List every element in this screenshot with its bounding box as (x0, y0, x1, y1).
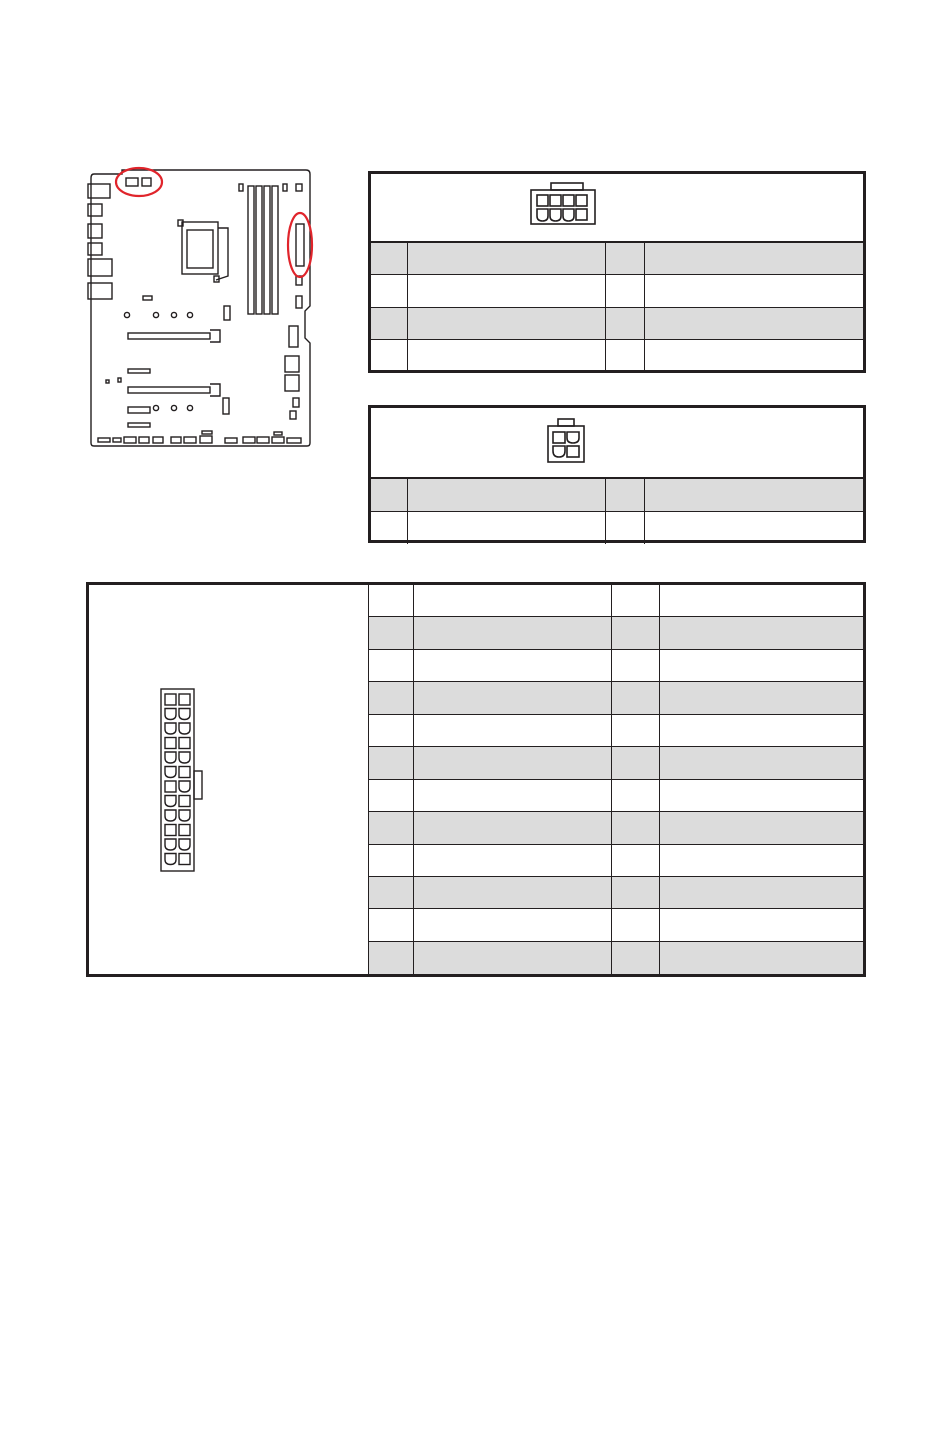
cpu-8pin-pinout-table (368, 171, 866, 373)
signal-name-cell (413, 650, 611, 681)
pin-number-cell (605, 340, 644, 372)
pin-number-cell (371, 512, 407, 545)
pin-row (369, 715, 863, 747)
pin-row (371, 275, 863, 307)
pin-number-cell (371, 308, 407, 339)
pin-number-cell (369, 780, 413, 811)
io-block-4 (88, 243, 102, 255)
signal-name-cell (413, 942, 611, 974)
pin-number-cell (371, 340, 407, 372)
pin-number-cell (369, 812, 413, 843)
pin-number-cell (611, 780, 659, 811)
signal-name-cell (407, 243, 605, 274)
pin-row (369, 812, 863, 844)
signal-name-cell (407, 479, 605, 511)
signal-name-cell (659, 715, 864, 746)
pin-number-cell (369, 747, 413, 778)
dimm-slot-3 (264, 186, 270, 314)
board-outline (91, 170, 310, 446)
io-block-3 (88, 224, 102, 238)
signal-name-cell (413, 812, 611, 843)
pin-number-cell (611, 909, 659, 940)
connector-pane (89, 585, 369, 974)
pin-number-cell (611, 812, 659, 843)
signal-name-cell (659, 617, 864, 648)
pin-row (369, 747, 863, 779)
pin-row (371, 512, 863, 545)
pin-number-cell (369, 942, 413, 974)
pin-number-cell (369, 877, 413, 908)
pin-row (371, 243, 863, 275)
signal-name-cell (413, 682, 611, 713)
motherboard-diagram (86, 158, 314, 450)
pin-number-cell (369, 845, 413, 876)
pin-number-cell (369, 909, 413, 940)
pin-number-cell (371, 275, 407, 306)
signal-name-cell (407, 340, 605, 372)
connector-header (371, 174, 863, 243)
pin-number-cell (369, 585, 413, 616)
signal-name-cell (413, 780, 611, 811)
pin-number-cell (611, 877, 659, 908)
signal-name-cell (659, 845, 864, 876)
pin-number-cell (369, 617, 413, 648)
signal-name-cell (413, 585, 611, 616)
signal-name-cell (407, 275, 605, 306)
pin-number-cell (611, 942, 659, 974)
pin-number-cell (611, 845, 659, 876)
atx-24pin-header (296, 224, 304, 266)
signal-name-cell (644, 512, 863, 545)
signal-name-cell (413, 617, 611, 648)
pin-row (369, 780, 863, 812)
pin-row (369, 650, 863, 682)
signal-name-cell (644, 308, 863, 339)
pin-number-cell (611, 585, 659, 616)
pin-number-cell (605, 479, 644, 511)
signal-name-cell (413, 909, 611, 940)
pin-number-cell (371, 243, 407, 274)
pcie-slot-1 (128, 333, 210, 339)
io-block-2 (88, 204, 102, 216)
signal-name-cell (659, 812, 864, 843)
pin-number-cell (611, 617, 659, 648)
signal-name-cell (413, 845, 611, 876)
4-pin-connector-icon (544, 416, 588, 466)
pin-row (369, 942, 863, 974)
pin-number-cell (369, 650, 413, 681)
signal-name-cell (644, 340, 863, 372)
dimm-slot-4 (272, 186, 278, 314)
pin-number-cell (605, 308, 644, 339)
signal-name-cell (413, 747, 611, 778)
pin-number-cell (611, 650, 659, 681)
signal-name-cell (407, 308, 605, 339)
signal-name-cell (413, 877, 611, 908)
pin-row (369, 617, 863, 649)
signal-name-cell (659, 650, 864, 681)
cpu-power-highlight (116, 168, 162, 196)
signal-name-cell (659, 877, 864, 908)
pin-row (371, 308, 863, 340)
signal-name-cell (659, 942, 864, 974)
8-pin-connector-icon (527, 181, 599, 227)
signal-name-cell (659, 780, 864, 811)
signal-name-cell (407, 512, 605, 545)
pin-number-cell (605, 275, 644, 306)
connector-header (371, 408, 863, 479)
signal-name-cell (644, 243, 863, 274)
dimm-slot-2 (256, 186, 262, 314)
cpu-4pin-pinout-table (368, 405, 866, 543)
signal-name-cell (644, 275, 863, 306)
pin-number-cell (369, 682, 413, 713)
atx-power-highlight (288, 213, 312, 277)
pin-number-cell (611, 715, 659, 746)
pin-row (369, 909, 863, 941)
dimm-slot-1 (248, 186, 254, 314)
cpu-power-header-2 (142, 178, 151, 186)
pcie-slot-2 (128, 387, 210, 393)
signal-name-cell (659, 747, 864, 778)
signal-name-cell (644, 479, 863, 511)
pin-number-cell (369, 715, 413, 746)
pin-row (371, 340, 863, 372)
pin-row (369, 585, 863, 617)
signal-name-cell (659, 585, 864, 616)
pin-row (369, 845, 863, 877)
atx-24pin-pinout-table (86, 582, 866, 977)
pin-row (369, 877, 863, 909)
signal-name-cell (659, 682, 864, 713)
cpu-power-header (126, 178, 138, 186)
pin-row (371, 479, 863, 512)
signal-name-cell (659, 909, 864, 940)
pin-number-cell (371, 479, 407, 511)
pin-number-cell (605, 243, 644, 274)
signal-name-cell (413, 715, 611, 746)
pin-number-cell (611, 682, 659, 713)
pin-number-cell (611, 747, 659, 778)
pin-number-cell (605, 512, 644, 545)
pin-row (369, 682, 863, 714)
24-pin-connector-icon (159, 687, 209, 875)
